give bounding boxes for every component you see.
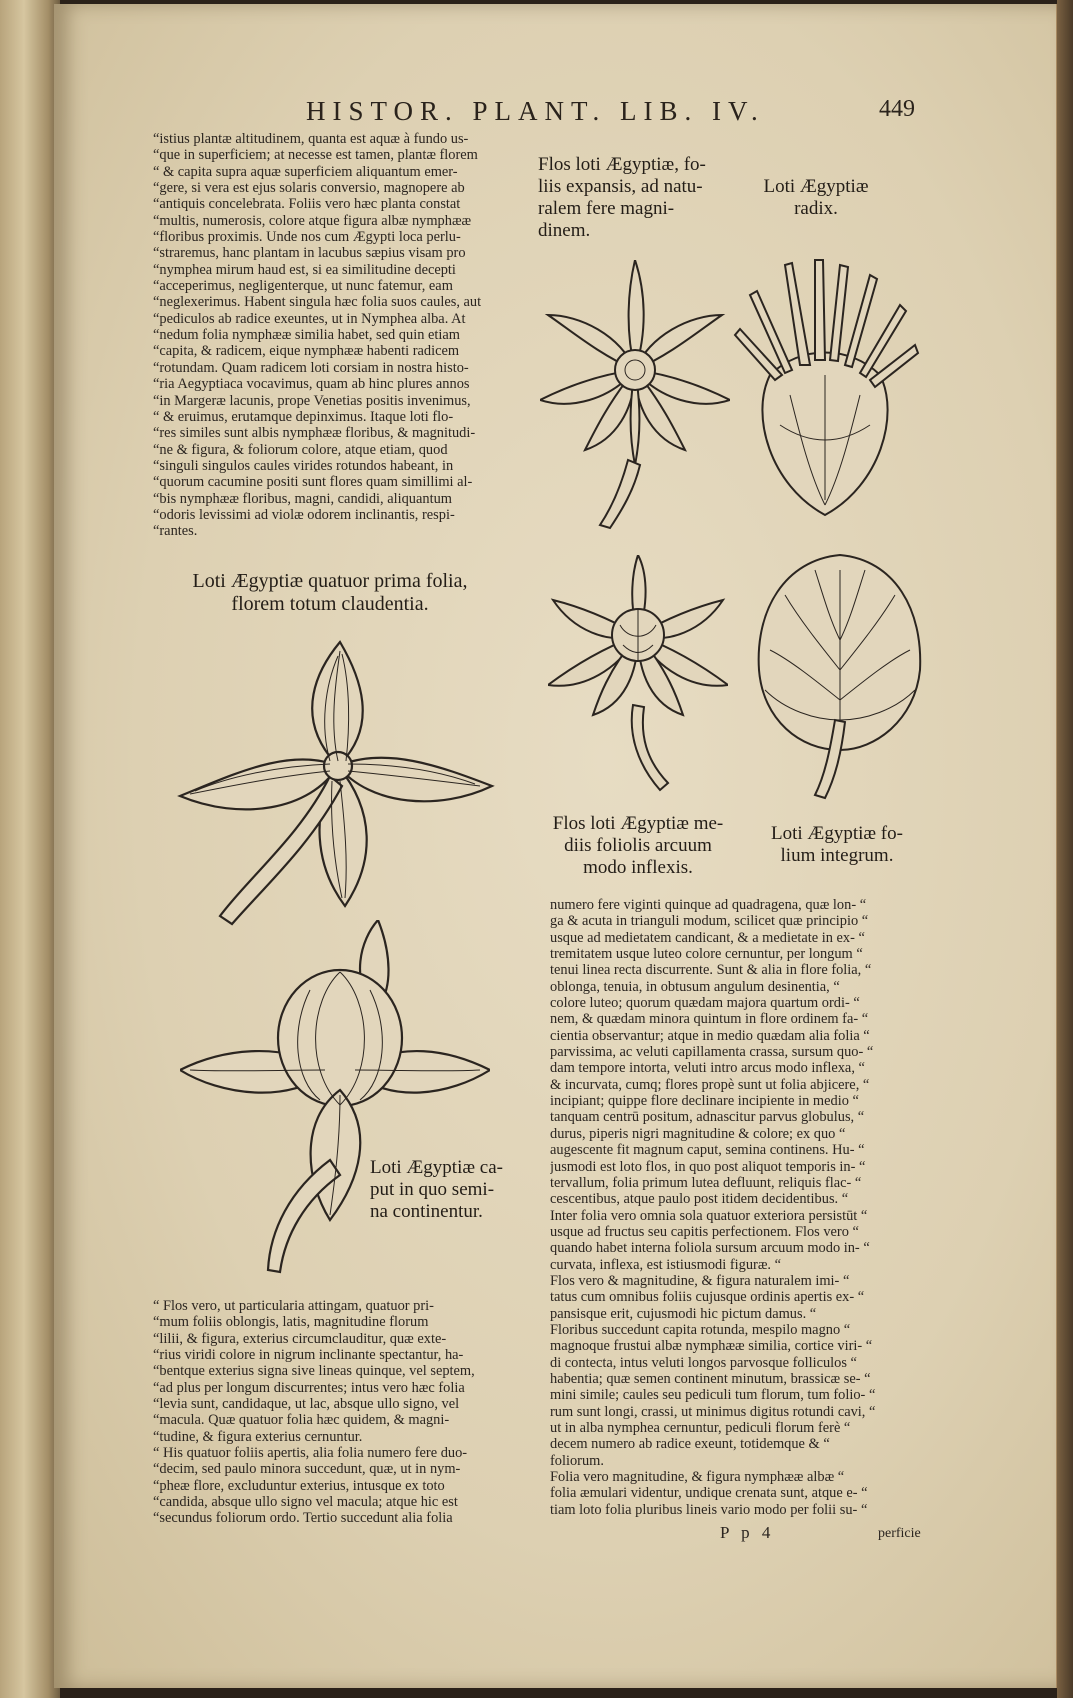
caption-root: [746, 176, 886, 220]
text-line: Flos vero & magnitudine, & figura naturalem imi- “: [550, 1272, 850, 1289]
text-line: “nedum folia nymphææ similia habet, sed quin etiam: [153, 327, 460, 344]
text-line: habentia; quæ semen continent minutum, brassicæ se- “: [550, 1370, 871, 1387]
text-line: curvata, inflexa, est istiusmodi figuræ. “: [550, 1256, 781, 1273]
caption-line: Loti Ægyptiæ ca-: [370, 1157, 503, 1178]
text-line: tanquam centrū positum, adnascitur parvus globulus, “: [550, 1109, 865, 1126]
text-line: “ & capita supra aquæ superficiem aliquantum emer-: [153, 163, 458, 180]
text-line: di contecta, intus veluti longos parvosque folliculos “: [550, 1354, 857, 1371]
text-line: tremitatem usque luteo colore cernuntur, per longum “: [550, 946, 863, 963]
text-line: “candida, absque ullo signo vel macula; atque hic est: [153, 1494, 458, 1511]
text-line: magnoque frustui albæ nymphææ similia, cortice viri- “: [550, 1338, 873, 1355]
caption-inflexed-flower: [543, 813, 733, 879]
text-line: colore luteo; quorum quædam majora quartum ordi- “: [550, 995, 860, 1012]
text-line: foliorum.: [550, 1452, 604, 1469]
text-line: nem, & quædam minora quintum in flore ordinem fa- “: [550, 1011, 869, 1028]
text-line: “secundus foliorum ordo. Tertio succedunt alia folia: [153, 1510, 453, 1527]
text-line: “res similes sunt albis nymphææ floribus, & magnitudi-: [153, 425, 476, 442]
text-line: “in Margeræ lacunis, prope Venetias positis invenimus,: [153, 392, 471, 409]
text-line: tervallum, folia primum lutea defluunt, reliquis flac- “: [550, 1174, 862, 1191]
text-line: “macula. Quæ quatuor folia hæc quidem, & magni-: [153, 1412, 450, 1429]
caption-whole-leaf: [752, 823, 922, 867]
text-line: Folia vero magnitudine, & figura nymphææ albæ “: [550, 1469, 845, 1486]
page-number: 449: [879, 96, 915, 122]
text-line: folia æmulari videntur, undique crenata sunt, atque e- “: [550, 1485, 868, 1502]
text-right-bottom: [550, 897, 875, 1518]
running-title: HISTOR. PLANT. LIB. IV.: [306, 96, 765, 126]
text-left-bottom: [153, 1298, 475, 1527]
root-figure: [730, 255, 920, 520]
caption-line: florem totum claudentia.: [231, 593, 429, 615]
text-line: usque ad medietatem candicant, & a medietate in ex- “: [550, 929, 865, 946]
caption-line: Loti Ægyptiæ quatuor prima folia,: [192, 570, 468, 592]
text-left-top: [153, 131, 481, 540]
caption-line: put in quo semi-: [370, 1178, 495, 1200]
caption-line: modo inflexis.: [583, 856, 693, 878]
caption-line: dinem.: [538, 219, 591, 241]
text-line: rum sunt longi, crassi, ut minimus digitus rotundi cavi, “: [550, 1403, 876, 1420]
text-line: “ne & figura, & foliorum colore, atque etiam, quod: [153, 441, 448, 458]
text-line: “tudine, & figura exterius cernuntur.: [153, 1428, 363, 1445]
text-line: “decim, sed paulo minora succedunt, quæ, ut in nym-: [153, 1461, 461, 1478]
text-line: dam tempore intorta, veluti intro arcus modo inflexa, “: [550, 1060, 865, 1077]
text-line: “antiquis concelebrata. Foliis vero hæc planta constat: [153, 196, 461, 213]
text-line: “rotundam. Quam radicem loti corsiam in nostra histo-: [153, 359, 469, 376]
caption-line: Loti Ægyptiæ: [763, 176, 869, 197]
caption-line: lium integrum.: [780, 844, 894, 866]
text-line: cientia observantur; atque in medio quædam alia folia “: [550, 1027, 870, 1044]
caption-line: ralem fere magni-: [538, 197, 675, 219]
text-line: “singuli singulos caules virides rotundos habeant, in: [153, 457, 454, 474]
text-line: “gere, si vera est ejus solaris conversio, magnopere ab: [153, 180, 465, 197]
text-line: “ad plus per longum discurrentes; intus vero hæc folia: [153, 1379, 465, 1396]
text-line: numero fere viginti quinque ad quadragena, quæ lon- “: [550, 897, 867, 913]
caption-line: na continentur.: [370, 1200, 483, 1222]
text-line: “istius plantæ altitudinem, quanta est aquæ à fundo us-: [153, 131, 469, 147]
text-line: “pediculos ab radice exeuntes, ut in Nymphea alba. At: [153, 310, 466, 327]
text-line: “mum foliis oblongis, latis, magnitudine florum: [153, 1314, 429, 1331]
text-line: parvissima, ac veluti capillamenta crassa, sursum quo- “: [550, 1044, 874, 1061]
text-line: “ & eruimus, erutamque depinximus. Itaque loti flo-: [153, 408, 454, 425]
text-line: ut in alba nymphea cernuntur, pediculi florum ferè “: [550, 1420, 851, 1436]
caption-line: Loti Ægyptiæ fo-: [771, 823, 903, 844]
text-line: quando habet interna foliola sursum arcuum modo in- “: [550, 1240, 870, 1257]
four-leaves-figure: [170, 636, 500, 936]
text-line: incipiant; quippe flore declinare incipiente in medio “: [550, 1093, 859, 1110]
text-line: “acceperimus, negligenterque, ut nunc fatemur, eam: [153, 278, 453, 295]
text-line: “rius viridi colore in nigrum inclinante spectantur, ha-: [153, 1347, 464, 1364]
text-line: ga & acuta in trianguli modum, scilicet quæ principio “: [550, 913, 869, 930]
caption-expanded-flower: [538, 154, 728, 241]
caption-line: diis foliolis arcuum: [564, 834, 712, 856]
text-line: “floribus proximis. Unde nos cum Ægypti loca perlu-: [153, 229, 461, 246]
text-line: “levia sunt, candidaque, ut lac, absque ullo signo, vel: [153, 1396, 460, 1413]
text-line: “straremus, hanc plantam in lacubus sæpius visam pro: [153, 245, 466, 262]
text-line: “pheæ flore, excluduntur exterius, intusque ex toto: [153, 1477, 445, 1494]
book-edge: [1057, 0, 1073, 1698]
catchword: perficie: [878, 1526, 921, 1541]
text-line: “neglexerimus. Habent singula hæc folia suos caules, aut: [153, 294, 482, 311]
whole-leaf-figure: [755, 550, 925, 800]
text-line: mini simile; caules seu pediculi tum florum, tum folio- “: [550, 1387, 876, 1404]
facing-page-edge: [0, 0, 60, 1698]
text-line: “lilii, & figura, exterius circumclauditur, quæ exte-: [153, 1330, 447, 1347]
text-line: “ria Aegyptiaca vocavimus, quam ab hinc plures annos: [153, 376, 470, 393]
text-line: “multis, numerosis, colore atque figura albæ nymphææ: [153, 212, 472, 229]
caption-line: liis expansis, ad natu-: [538, 175, 703, 197]
caption-line: Flos loti Ægyptiæ, fo-: [538, 154, 706, 175]
text-line: & incurvata, cumq; flores propè sunt ut folia abjicere, “: [550, 1076, 870, 1093]
text-line: usque ad fructus seu capitis perfectionem. Flos vero “: [550, 1223, 859, 1240]
text-line: oblonga, tenuia, in obtusum angulum desinentia, “: [550, 978, 840, 995]
text-line: Inter folia vero omnia sola quatuor exteriora persistūt “: [550, 1207, 868, 1224]
text-line: “bentque exterius signa sive lineas quinque, vel septem,: [153, 1363, 475, 1380]
text-line: pansisque erit, cujusmodi hic pictum damus. “: [550, 1305, 817, 1322]
text-line: jusmodi est loto flos, in quo post aliquot temporis in- “: [550, 1158, 866, 1175]
text-line: “bis nymphææ floribus, magni, candidi, aliquantum: [153, 490, 452, 507]
caption-line: radix.: [794, 197, 838, 219]
text-line: “que in superficiem; at necesse est tamen, plantæ florem: [153, 147, 478, 164]
text-line: cescentibus, atque paulo post itidem decidentibus. “: [550, 1191, 849, 1208]
text-line: tatus cum omnibus foliis cujusque ordinis apertis ex- “: [550, 1289, 865, 1306]
text-line: Floribus succedunt capita rotunda, mespilo magno “: [550, 1321, 851, 1338]
seed-head-figure: [180, 920, 490, 1280]
text-line: “rantes.: [153, 523, 198, 540]
text-line: decem numero ab radice exeunt, totidemque & “: [550, 1436, 830, 1453]
expanded-flower-figure: [540, 260, 730, 530]
inflexed-flower-figure: [548, 555, 728, 795]
text-line: “ His quatuor foliis apertis, alia folia numero fere duo-: [153, 1445, 468, 1462]
text-line: “odoris levissimi ad violæ odorem inclinantis, respi-: [153, 506, 455, 523]
text-line: “quorum cacumine positi sunt flores quam simillimi al-: [153, 474, 473, 491]
signature-mark: P p 4: [720, 1523, 775, 1542]
text-line: tenui linea recta discurrente. Sunt & alia in flore folia, “: [550, 962, 872, 979]
text-line: augescente fit magnum caput, semina continens. Hu- “: [550, 1142, 865, 1159]
text-line: “nymphea mirum haud est, si ea similitudine decepti: [153, 261, 456, 278]
text-line: tiam loto folia pluribus lineis vario modo per folii su- “: [550, 1501, 868, 1518]
text-line: durus, piperis nigri magnitudine & colore; ex quo “: [550, 1125, 846, 1142]
caption-line: Flos loti Ægyptiæ me-: [552, 813, 724, 834]
caption-four-leaves: [160, 570, 500, 616]
text-line: “ Flos vero, ut particularia attingam, quatuor pri-: [153, 1298, 434, 1314]
text-line: “capita, & radicem, eique nymphææ habenti radicem: [153, 343, 460, 360]
